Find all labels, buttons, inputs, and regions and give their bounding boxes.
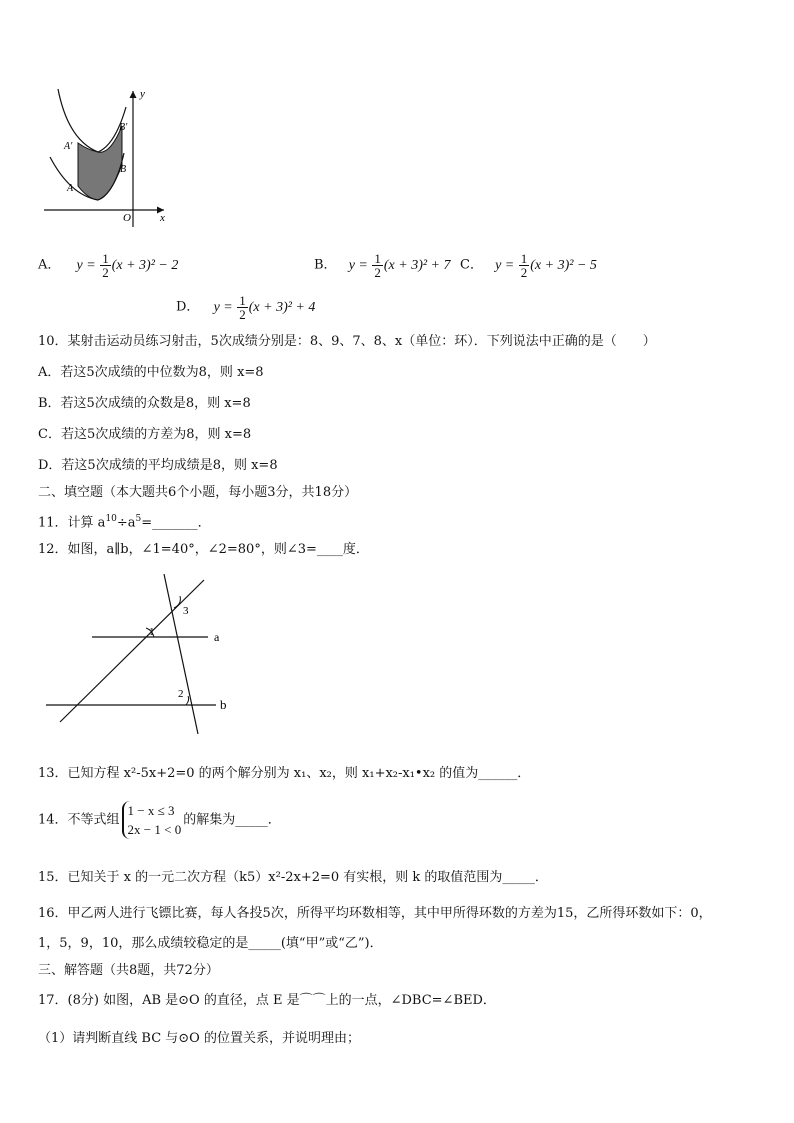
question-10-option-b: B．若这5次成绩的众数是8，则 x=8 <box>38 396 251 411</box>
option-a: A． y = $\frac{1}{2}$ (x + 3)² − 2 <box>38 251 179 280</box>
transversal-1 <box>60 580 204 722</box>
question-17: 17．(8分) 如图，AB 是⊙O 的直径，点 E 是⌒⌒上的一点，∠DBC=∠BED． <box>38 993 496 1008</box>
question-10-option-a: A．若这5次成绩的中位数为8，则 x=8 <box>38 365 264 380</box>
question-15: 15．已知关于 x 的一元二次方程（k5）x²-2x+2=0 有实根，则 k 的取值范围为_____． <box>38 870 548 885</box>
question-12: 12．如图，a∥b，∠1=40°，∠2=80°，则∠3=____度． <box>38 542 369 557</box>
shaded-region <box>78 126 122 200</box>
inequality-system: 1 − x ≤ 3 2x − 1 < 0 <box>122 801 182 839</box>
x-axis-label: x <box>160 212 165 224</box>
angle-3-label: 3 <box>183 605 189 617</box>
question-13: 13．已知方程 x²-5x+2=0 的两个解分别为 x₁、x₂，则 x₁+x₂-x₁•x₂ 的值为______． <box>38 766 531 781</box>
angle-1-label: 1 <box>149 626 155 638</box>
question-10-option-d: D．若这5次成绩的平均成绩是8，则 x=8 <box>38 458 278 473</box>
point-a-label: A <box>67 183 74 194</box>
question-16-line-2: 1，5，9，10，那么成绩较稳定的是_____(填“甲”或“乙”)． <box>38 936 383 951</box>
line-a-label: a <box>214 630 220 644</box>
angle-3-arc <box>174 596 180 608</box>
question-11: 11．计算 $a^{10}\div a^5=\_\_\_\_\_\_\_$． <box>38 514 211 531</box>
origin-label: O <box>123 212 131 224</box>
option-b: B． y = $\frac{1}{2}$ (x + 3)² + 7 <box>314 251 451 280</box>
parabola-figure <box>40 85 180 230</box>
question-10-stem: 10．某射击运动员练习射击，5次成绩分别是：8、9、7、8、x（单位：环）．下列说法中正确的是（ ） <box>38 334 656 349</box>
angle-2-label: 2 <box>178 688 184 700</box>
question-14: 14．不等式组 1 − x ≤ 3 2x − 1 < 0 的解集为_____． <box>38 803 281 837</box>
question-17-part-1: （1）请判断直线 BC 与⊙O 的位置关系，并说明理由； <box>38 1031 360 1046</box>
question-10-option-c: C．若这5次成绩的方差为8，则 x=8 <box>38 427 252 442</box>
transversal-2 <box>164 574 198 734</box>
parallel-lines-figure <box>40 572 240 740</box>
section-3-heading: 三、解答题（共8题，共72分） <box>38 963 219 978</box>
point-a-prime-label: A′ <box>64 141 73 152</box>
option-c: C． y = $\frac{1}{2}$ (x + 3)² − 5 <box>460 251 597 280</box>
point-b-prime-label: B′ <box>119 122 128 133</box>
line-b-label: b <box>220 697 227 712</box>
question-16-line-1: 16．甲乙两人进行飞镖比赛，每人各投5次，所得平均环数相等，其中甲所得环数的方差为15，乙所得环数如下：0， <box>38 906 712 921</box>
point-b-label: B <box>120 164 127 175</box>
angle-2-arc <box>186 696 189 705</box>
section-2-heading: 二、填空题（本大题共6个小题，每小题3分，共18分） <box>38 485 358 500</box>
option-d: D． y = $\frac{1}{2}$ (x + 3)² + 4 <box>176 293 316 322</box>
y-axis-label: y <box>140 88 145 100</box>
